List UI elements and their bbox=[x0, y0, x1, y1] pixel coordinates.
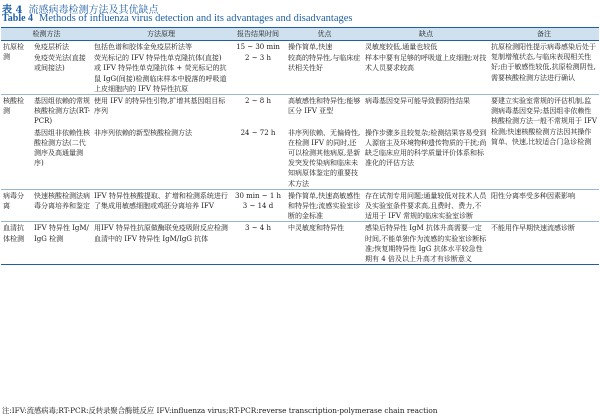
disadvantage-cell: 病毒基因变异可能导致假阴性结果 bbox=[363, 95, 489, 127]
remark-cell: 不能用作早期快速流感诊断 bbox=[489, 222, 599, 265]
table-header-row bbox=[1, 28, 599, 41]
remark-cell: 要建立实验室常规的评估机制,监测病毒基因变异;基因组非依赖性核酸检测方法一般不常规用于 IFV 检测;快速核酸检测方法因其操作简单、快速,比较适合门急诊检测 bbox=[489, 95, 599, 190]
disadvantage-cell: 样本中要有足够的呼吸道上皮细胞;对技术人员要求较高 bbox=[365, 54, 487, 73]
principle-cell: 荧光标记的 IFV 特异性单克隆抗体(直接)或 IFV 特异性单克隆抗体 + 荧光标记的抗鼠 IgG(间接)检测临床样本中脱落的呼吸道上皮细胞内的 IFV 特异性抗原 bbox=[94, 54, 227, 93]
method-cell: 免疫层析法 bbox=[34, 43, 69, 51]
advantage-cell: 操作简单,快速 bbox=[288, 43, 333, 51]
disadvantage-cell: 操作步骤多且较复杂;检测结果容易受到人源宿主及环境物种遗传物质的干扰;尚缺乏临床应用的科学质量评价体系和标准化的评估方法 bbox=[365, 128, 487, 168]
header-principle: 方法原理 bbox=[92, 28, 230, 41]
principle-cell: 包括色谱和胶体金免疫层析法等 bbox=[94, 43, 192, 51]
time-cell: 3 ~ 4 h bbox=[230, 222, 286, 265]
table-row bbox=[1, 95, 599, 127]
method-cell: 快速核酸检测法病毒分离培养和鉴定 bbox=[32, 189, 92, 222]
advantage-cell: 操作简单,快速高敏感性和特异性;流感实验室诊断的金标准 bbox=[286, 189, 363, 222]
advantage-cell: 高敏感性和特异性;能够区分 IFV 亚型 bbox=[286, 95, 363, 127]
table-row bbox=[1, 41, 599, 53]
principle-cell: 非序列依赖的新型核酸检测方法 bbox=[94, 128, 192, 137]
table-title-cn: 流感病毒检测方法及其优缺点 bbox=[28, 5, 159, 16]
table-caption-en bbox=[2, 13, 352, 24]
disadvantage-cell: 感染后特异性 IgM 抗体升高需要一定时间,不能单独作为流感的实验室诊断标准;恢复期特异性 IgG 抗体水平较急性期有 4 倍及以上升高才有诊断意义 bbox=[363, 222, 489, 265]
time-cell: 2 ~ 3 h bbox=[245, 54, 271, 63]
table-label-cn: 表 4 bbox=[2, 5, 23, 16]
method-cell: 基因组非依赖性核酸检测方法(二代测序及高通量测序) bbox=[34, 128, 90, 168]
time-cell: 30 min ~ 1 h 3 ~ 14 d bbox=[230, 189, 286, 222]
methods-table bbox=[1, 27, 599, 265]
disadvantage-cell: 灵敏度较低,通量也较低 bbox=[365, 43, 438, 51]
advantage-cell: 较高的特异性,与临床症状相关性好 bbox=[288, 54, 361, 73]
header-disadvantages: 缺点 bbox=[363, 28, 489, 41]
remark-cell: 抗原检测阳性提示病毒感染后处于复制增殖状态,与临床表现相关性好;由于敏感性较低,抗原检测阴性,需要核酸检测方法进行确认 bbox=[491, 43, 596, 82]
method-cell: 基因组依赖的常规核酸检测方法(RT-PCR) bbox=[32, 95, 92, 127]
table-title-en: Methods of influenza virus detection and its advantages and disadvantages bbox=[39, 13, 353, 24]
group-cell: 抗原检测 bbox=[3, 43, 24, 62]
group-cell: 血清抗体检测 bbox=[1, 222, 32, 265]
principle-cell: IFV 特异性核酸提取、扩增和检测系统进行了集成用敏感细胞或鸡胚分离培养 IFV bbox=[92, 189, 230, 222]
group-cell: 病毒分离 bbox=[1, 189, 32, 222]
table-label-en: Table 4 bbox=[2, 13, 34, 24]
table-footnote: 注:IFV:流感病毒;RT-PCR:反转录聚合酶链反应 IFV:influenza virus;RT-PCR:reverse transcription-polymerase chain reaction bbox=[2, 406, 438, 415]
principle-cell: 用IFV 特异性抗原做酶联免疫吸附反应检测血清中的 IFV 特异性 IgM/IgG 抗体 bbox=[92, 222, 230, 265]
table-row bbox=[1, 189, 599, 222]
header-remarks: 备注 bbox=[489, 28, 599, 41]
header-method: 检测方法 bbox=[1, 28, 92, 41]
time-cell: 2 ~ 8 h bbox=[230, 95, 286, 127]
table-row bbox=[1, 222, 599, 265]
time-cell: 24 ~ 72 h bbox=[240, 128, 276, 137]
advantage-cell: 中灵敏度和特异性 bbox=[286, 222, 363, 265]
time-cell: 15 ~ 30 min bbox=[236, 43, 280, 51]
disadvantage-cell: 存在试剂专用问题;通量较低对技术人员及实验室条件要求高,且费时、费力,不适用于 IFV 常规的临床实验室诊断 bbox=[363, 189, 489, 222]
advantage-cell: 非序列依赖、无偏倚性,在检测 IFV 的同时,还可以检测其他病原,是新发突发传染病和临床未知病原体鉴定的重要技术方法 bbox=[288, 128, 361, 188]
header-advantages: 优点 bbox=[286, 28, 363, 41]
principle-cell: 使用 IFV 的特异性引物,扩增其基因组目标序列 bbox=[92, 95, 230, 127]
method-cell: IFV 特异性 IgM/IgG 检测 bbox=[32, 222, 92, 265]
header-report-time: 报告结果时间 bbox=[230, 28, 286, 41]
remark-cell: 阳性分离率受多种因素影响 bbox=[489, 189, 599, 222]
group-cell: 核酸检测 bbox=[1, 95, 32, 190]
method-cell: 免疫荧光法(直接或间接法) bbox=[34, 54, 86, 73]
